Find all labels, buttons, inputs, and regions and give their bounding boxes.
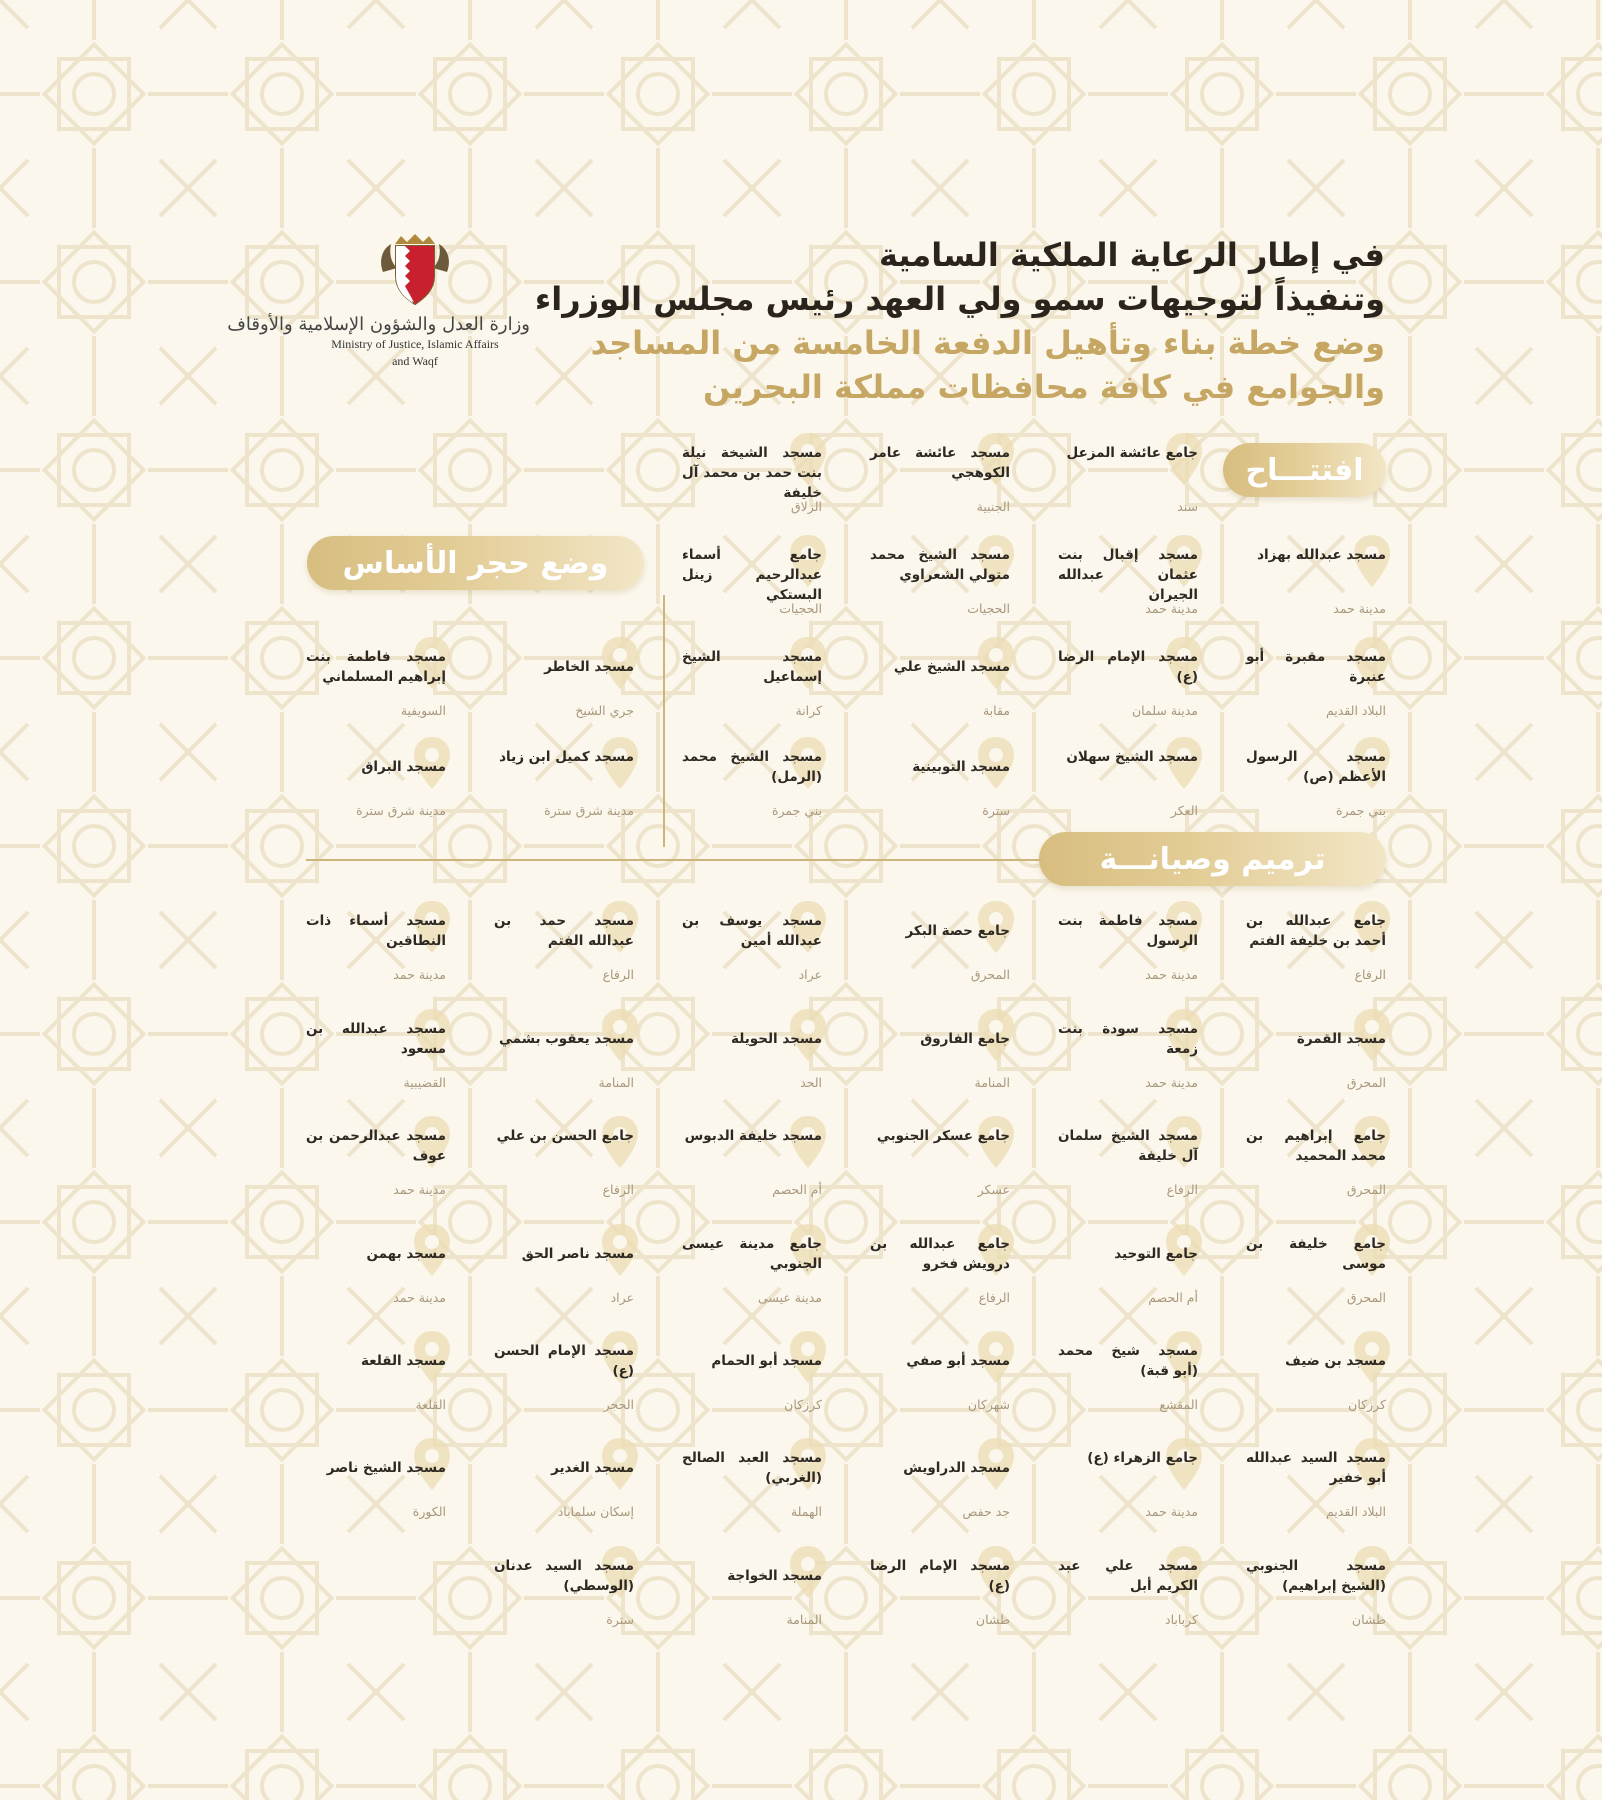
mosque-name: مسجد عائشة عامر الكوهجي [870, 445, 1010, 481]
mosque-name: مسجد الإمام الرضا (ع) [1058, 649, 1198, 685]
mosque-location: بني جمرة [1335, 803, 1386, 818]
mosque-location: مدينة شرق سترة [356, 803, 446, 818]
mosque-location: المنامة [598, 1075, 634, 1090]
mosque-location: سند [1177, 499, 1198, 514]
mosque-entry [870, 907, 1010, 991]
mosque-location: الكورة [412, 1504, 446, 1519]
mosque-name: جامع عبدالله بن درويش فخرو [870, 1236, 1010, 1272]
mosque-location: البلاد القديم [1325, 703, 1386, 718]
mosque-location: جري الشيخ [575, 703, 634, 718]
mosque-name: مسجد أسماء ذات النطاقين [306, 913, 446, 949]
mosque-name: مسجد عبدالله بهزاد [1257, 547, 1386, 563]
mosque-location: الهملة [790, 1504, 822, 1519]
mosque-name: جامع خليفة بن موسى [1246, 1236, 1386, 1272]
mosque-entry [682, 1552, 822, 1636]
section-renovation-pill [1039, 832, 1386, 886]
mosque-entry [870, 1337, 1010, 1421]
mosque-location: السويفية [400, 703, 446, 718]
mosque-entry [682, 907, 822, 991]
mosque-name: مسجد الخاطر [544, 659, 634, 675]
mosque-name: جامع إبراهيم بن محمد المحميد [1246, 1128, 1386, 1164]
mosque-entry [1058, 907, 1198, 991]
mosque-entry [682, 1444, 822, 1528]
mosque-name: مسجد خليفة الدبوس [684, 1128, 822, 1144]
mosque-location: مدينة حمد [1145, 967, 1198, 982]
mosque-location: المقشع [1159, 1397, 1198, 1412]
mosque-location: مدينة حمد [1145, 601, 1198, 616]
mosque-name: جامع الفاروق [920, 1031, 1010, 1047]
mosque-name: مسجد الغدير [551, 1460, 634, 1476]
section-foundation-pill [307, 536, 644, 590]
mosque-name: جامع عبدالله بن أحمد بن خليفة الفتم [1246, 913, 1386, 949]
section-divider-horizontal [306, 859, 1041, 861]
mosque-name: مسجد الشيخ إسماعيل [682, 649, 822, 685]
mosque-name: مسجد الإمام الحسن (ع) [494, 1343, 634, 1379]
mosque-location: الحجيات [779, 601, 822, 616]
mosque-location: الحجر [603, 1397, 634, 1412]
mosque-location: سترة [982, 803, 1010, 818]
mosque-entry [1058, 1337, 1198, 1421]
mosque-entry [306, 1444, 446, 1528]
mosque-location: عسكر [977, 1182, 1010, 1197]
mosque-name: مسجد البراق [361, 759, 446, 775]
mosque-name: مسجد عبدالرحمن بن عوف [306, 1128, 446, 1164]
ministry-name-english-2: and Waqf [392, 354, 438, 368]
section-foundation-title: وضع حجر الأساس [342, 545, 609, 581]
mosque-entry [494, 1230, 634, 1314]
mosque-location: الرفاع [1166, 1182, 1198, 1197]
mosque-entry [682, 439, 822, 523]
mosque-name: جامع مدينة عيسى الجنوبي [682, 1236, 822, 1272]
mosque-name: مسجد الخواجة [727, 1568, 822, 1584]
mosque-entry [1058, 743, 1198, 827]
section-opening-pill [1223, 443, 1386, 497]
section-divider-vertical [663, 595, 665, 847]
mosque-location: طشان [1351, 1612, 1386, 1627]
mosque-name: مسجد الشيخ ناصر [326, 1460, 446, 1476]
mosque-name: مسجد السيد عبدالله أبو خفير [1246, 1450, 1386, 1486]
section-renovation-title: ترميم وصيانـــة [1099, 841, 1326, 877]
mosque-location: طشان [975, 1612, 1010, 1627]
mosque-entry [306, 1015, 446, 1099]
mosque-entry [870, 1552, 1010, 1636]
mosque-name: مسجد الشيخ سهلان [1066, 749, 1198, 765]
mosque-name: مسجد بهمن [366, 1246, 446, 1262]
mosque-location: أم الحصم [1148, 1290, 1198, 1305]
mosque-entry [870, 1122, 1010, 1206]
mosque-location: كرزكان [784, 1397, 822, 1412]
heading-line-4: والجوامع في كافة محافظات مملكة البحرين [702, 368, 1385, 406]
mosque-name: مسجد الشيخ محمد (الرمل) [682, 749, 822, 785]
mosque-location: مدينة حمد [1145, 1504, 1198, 1519]
mosque-name: مسجد أبو صفي [906, 1353, 1010, 1369]
mosque-entry [1058, 1444, 1198, 1528]
mosque-location: كرزكان [1348, 1397, 1386, 1412]
mosque-location: الجنبية [976, 499, 1010, 514]
mosque-entry [682, 643, 822, 727]
ministry-name-arabic: وزارة العدل والشؤون الإسلامية والأوقاف [227, 314, 530, 335]
mosque-entry [1246, 1015, 1386, 1099]
mosque-name: جامع عائشة المزعل [1066, 445, 1198, 461]
mosque-entry [870, 439, 1010, 523]
bahrain-emblem-icon [377, 232, 453, 308]
mosque-name: مسجد فاطمة بنت الرسول [1058, 913, 1198, 949]
mosque-location: شهركان [967, 1397, 1010, 1412]
mosque-entry [494, 907, 634, 991]
mosque-name: مسجد حمد بن عبدالله الفتم [494, 913, 634, 949]
mosque-location: المنامة [786, 1612, 822, 1627]
mosque-entry [1246, 1337, 1386, 1421]
mosque-entry [306, 907, 446, 991]
mosque-location: سترة [606, 1612, 634, 1627]
mosque-entry [1246, 743, 1386, 827]
mosque-location: المنامة [974, 1075, 1010, 1090]
mosque-entry [870, 1444, 1010, 1528]
mosque-location: عراد [610, 1290, 634, 1305]
mosque-name: مسجد الشيخ محمد متولي الشعراوي [870, 547, 1010, 583]
mosque-entry [306, 743, 446, 827]
mosque-entry [870, 1015, 1010, 1099]
poster-heading [534, 233, 1385, 409]
mosque-location: الحد [800, 1075, 822, 1090]
mosque-entry [870, 1230, 1010, 1314]
mosque-location: الحجيات [967, 601, 1010, 616]
mosque-entry [1246, 1552, 1386, 1636]
mosque-entry [1246, 541, 1386, 625]
mosque-name: مسجد الشيخ علي [893, 659, 1010, 675]
mosque-location: الرفاع [602, 967, 634, 982]
mosque-location: مدينة شرق سترة [544, 803, 634, 818]
mosque-name: مسجد عبدالله بن مسعود [306, 1021, 446, 1057]
mosque-name: مسجد ناصر الحق [521, 1246, 634, 1262]
mosque-name: مسجد يعقوب بشمي [499, 1031, 634, 1047]
heading-line-1: في إطار الرعاية الملكية السامية [878, 236, 1385, 274]
mosque-name: مسجد مقبرة أبو عنبرة [1246, 649, 1386, 685]
mosque-entry [870, 743, 1010, 827]
mosque-entry [494, 1122, 634, 1206]
mosque-location: المحرق [1346, 1182, 1386, 1197]
mosque-location: مقابة [982, 703, 1010, 718]
mosque-entry [682, 1122, 822, 1206]
heading-line-2: وتنفيذاً لتوجيهات سمو ولي العهد رئيس مجلس الوزراء [534, 280, 1385, 318]
mosque-location: الرفاع [978, 1290, 1010, 1305]
mosque-entry [1058, 1015, 1198, 1099]
mosque-entry [1058, 439, 1198, 523]
mosque-entry [682, 541, 822, 625]
mosque-entry [306, 1230, 446, 1314]
mosque-name: جامع التوحيد [1114, 1246, 1198, 1262]
mosque-entry [682, 1015, 822, 1099]
mosque-location: مدينة حمد [393, 1182, 446, 1197]
ministry-logo [227, 232, 530, 369]
mosque-entry [1246, 1230, 1386, 1314]
mosque-location: كرانة [795, 703, 822, 718]
mosque-location: مدينة حمد [1333, 601, 1386, 616]
mosque-name: مسجد الجنوبي (الشيخ إبراهيم) [1246, 1558, 1386, 1594]
section-opening-title: افتتـــاح [1245, 452, 1364, 488]
mosque-name: مسجد الإمام الرضا (ع) [870, 1558, 1010, 1594]
mosque-entry [494, 643, 634, 727]
mosque-entry [1246, 1444, 1386, 1528]
mosque-name: مسجد الرسول الأعظم (ص) [1246, 749, 1386, 785]
mosque-location: المحرق [970, 967, 1010, 982]
mosque-location: مدينة عيسى [758, 1290, 822, 1305]
mosque-name: مسجد الشيخة نيلة بنت حمد بن محمد آل خليفة [682, 445, 822, 501]
mosque-entry [494, 1337, 634, 1421]
mosque-entry [870, 541, 1010, 625]
mosque-name: مسجد إقبال بنت عثمان عبدالله الجيران [1058, 547, 1198, 603]
mosque-entry [682, 743, 822, 827]
mosque-entry [1058, 643, 1198, 727]
mosque-entry [682, 1230, 822, 1314]
mosque-location: جد حفص [962, 1504, 1010, 1519]
mosque-name: جامع حصة البكر [905, 923, 1010, 939]
heading-line-3: وضع خطة بناء وتأهيل الدفعة الخامسة من المساجد [590, 324, 1385, 362]
mosque-location: الرفاع [602, 1182, 634, 1197]
mosque-entry [870, 643, 1010, 727]
mosque-location: مدينة حمد [393, 1290, 446, 1305]
mosque-location: مدينة حمد [393, 967, 446, 982]
mosque-name: مسجد علي عبد الكريم أبل [1058, 1558, 1198, 1594]
mosque-name: مسجد الحويلة [731, 1031, 822, 1047]
mosque-entry [1246, 907, 1386, 991]
mosque-name: مسجد التوبينية [912, 759, 1010, 775]
mosque-location: الرفاع [1354, 967, 1386, 982]
mosque-location: بني جمرة [771, 803, 822, 818]
mosque-entry [306, 1122, 446, 1206]
mosque-entry [1058, 1230, 1198, 1314]
mosque-location: كرباباد [1165, 1612, 1198, 1627]
mosque-name: مسجد فاطمة بنت إبراهيم المسلماني [306, 649, 446, 685]
mosque-entry [306, 1337, 446, 1421]
mosque-name: مسجد القمرة [1296, 1031, 1386, 1047]
mosque-entry [494, 1552, 634, 1636]
mosque-name: جامع أسماء عبدالرحيم زينل البستكي [682, 547, 822, 603]
mosque-name: مسجد الشيخ سلمان آل خليفة [1058, 1128, 1198, 1164]
mosque-location: المحرق [1346, 1290, 1386, 1305]
mosque-location: عراد [798, 967, 822, 982]
mosque-entry [1058, 1122, 1198, 1206]
mosque-name: جامع الزهراء (ع) [1087, 1450, 1198, 1466]
mosque-name: مسجد القلعة [360, 1353, 446, 1369]
mosque-entry [494, 1444, 634, 1528]
mosque-location: القلعة [415, 1397, 446, 1412]
mosque-entry [682, 1337, 822, 1421]
mosque-name: مسجد يوسف بن عبدالله أمين [682, 913, 822, 949]
ministry-name-english-1: Ministry of Justice, Islamic Affairs [331, 337, 499, 351]
mosque-location: مدينة حمد [1145, 1075, 1198, 1090]
mosque-location: العكر [1170, 803, 1198, 818]
mosque-name: مسجد سودة بنت زمعة [1058, 1021, 1198, 1057]
mosque-entry [306, 643, 446, 727]
mosque-entry [494, 1015, 634, 1099]
mosque-name: مسجد شيخ محمد (أبو قبة) [1058, 1343, 1198, 1379]
mosque-location: البلاد القديم [1325, 1504, 1386, 1519]
mosque-entry [494, 743, 634, 827]
mosque-name: مسجد بن ضيف [1285, 1353, 1386, 1369]
mosque-location: إسكان سلماباد [557, 1504, 634, 1519]
mosque-name: مسجد أبو الحمام [711, 1353, 822, 1369]
mosque-location: المحرق [1346, 1075, 1386, 1090]
mosque-entry [1246, 1122, 1386, 1206]
mosque-location: أم الحصم [772, 1182, 822, 1197]
mosque-name: مسجد كميل ابن زياد [499, 749, 634, 765]
mosque-name: مسجد السيد عدنان (الوسطي) [494, 1558, 634, 1594]
mosque-location: مدينة سلمان [1131, 703, 1198, 718]
mosque-entry [1058, 541, 1198, 625]
mosque-entry [1246, 643, 1386, 727]
mosque-name: جامع عسكر الجنوبي [876, 1128, 1010, 1144]
mosque-name: مسجد الدراويش [903, 1460, 1010, 1476]
mosque-name: جامع الحسن بن علي [496, 1128, 634, 1144]
mosque-entry [1058, 1552, 1198, 1636]
mosque-location: الزلاق [790, 499, 822, 514]
mosque-location: القضيبية [403, 1075, 446, 1090]
mosque-name: مسجد العبد الصالح (الغربي) [682, 1450, 822, 1486]
